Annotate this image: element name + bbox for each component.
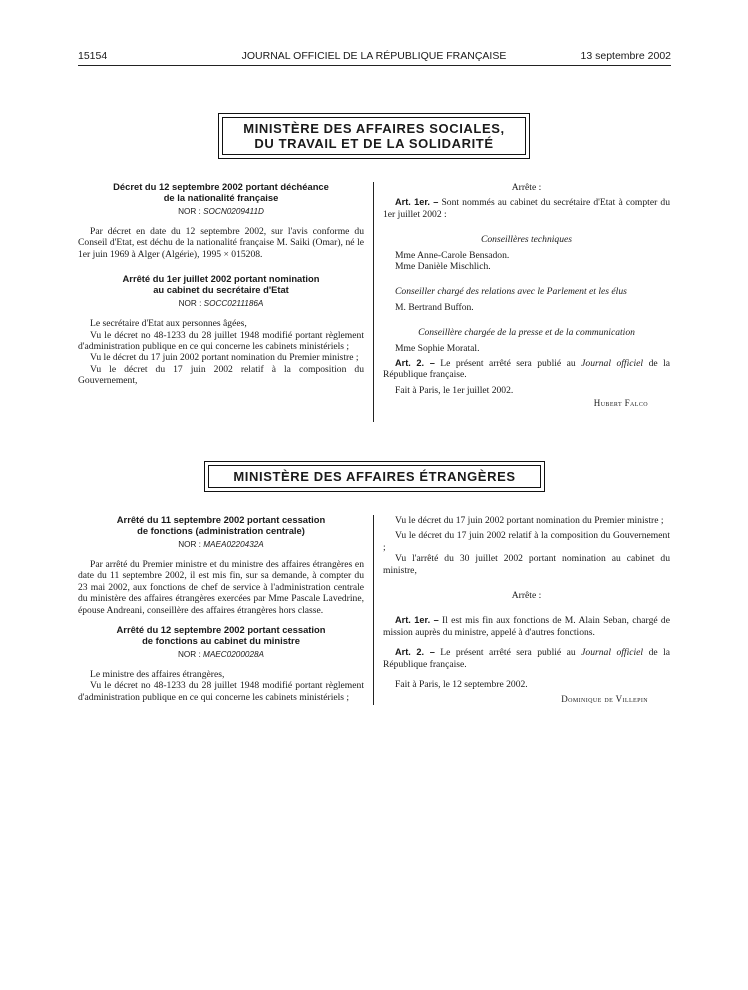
name-bensadon: Mme Anne-Carole Bensadon. bbox=[395, 249, 510, 261]
ministry-box-social bbox=[218, 113, 530, 159]
arrete-foreign-1-nor: NOR : MAEA0220432A bbox=[178, 539, 264, 549]
arrete-foreign-2-title: Arrêté du 12 septembre 2002 portant cessation de fonctions au cabinet du ministre bbox=[116, 624, 326, 646]
section1-left-column bbox=[78, 182, 364, 387]
decree-title: Décret du 12 septembre 2002 portant déchéance de la nationalité française bbox=[113, 181, 329, 203]
page-number: 15154 bbox=[78, 50, 108, 62]
arrete-foreign-2-p2: Vu le décret no 48-1233 du 28 juillet 1948 modifié portant règlement d'administration publique en ce qui concerne les cabinets ministériels ; bbox=[78, 680, 364, 703]
arrete-social-p2: Vu le décret no 48-1233 du 28 juillet 1948 modifié portant règlement d'administration publique en ce qui concerne les cabinets ministériels ; bbox=[78, 329, 364, 353]
ministry-title-social: MINISTÈRE DES AFFAIRES SOCIALES, DU TRAVAIL ET DE LA SOLIDARITÉ bbox=[243, 121, 505, 151]
section2-right-column bbox=[383, 515, 670, 706]
arrete-foreign-1-body: Par arrêté du Premier ministre et du ministre des affaires étrangères en date du 11 septembre 2002, il est mis fin, sur sa demande, à compter du 23 mai 2002, aux fonctions de chef de service à l'administration centrale du ministère des affaires étrangères exercées par Mme Pascale Lavedrine, épouse Andreani, conseillère des affaires étrangères hors classe. bbox=[78, 559, 364, 616]
signature-falco: Hubert Falco bbox=[593, 398, 648, 409]
issue-date: 13 septembre 2002 bbox=[580, 50, 671, 62]
heading-presse: Conseillère chargée de la presse et de la communication bbox=[418, 327, 635, 339]
arrete-foreign-1-title: Arrêté du 11 septembre 2002 portant cessation de fonctions (administration centrale) bbox=[116, 514, 326, 536]
arrete-social-nor: NOR : SOCC0211186A bbox=[178, 298, 264, 308]
header-rule bbox=[78, 65, 671, 66]
heading-conseilleres: Conseillères techniques bbox=[480, 234, 573, 246]
arrete-social-p4: Vu le décret du 17 juin 2002 relatif à la composition du Gouvernement, bbox=[78, 363, 364, 387]
section1-right-column bbox=[383, 182, 670, 410]
signature-villepin: Dominique de Villepin bbox=[561, 694, 648, 705]
ministry-box-foreign bbox=[204, 461, 545, 492]
foreign-article-2: Art. 2. – Le présent arrêté sera publié au Journal officiel de la République française. bbox=[383, 647, 671, 670]
name-buffon: M. Bertrand Buffon. bbox=[395, 301, 474, 313]
arrete-social-title: Arrêté du 1er juillet 2002 portant nomination au cabinet du secrétaire d'Etat bbox=[122, 273, 320, 296]
foreign-article-1: Art. 1er. – Il est mis fin aux fonctions de M. Alain Seban, chargé de mission auprès du ministre, appelé à d'autres fonctions. bbox=[383, 615, 670, 638]
column-divider-2 bbox=[373, 515, 374, 705]
arrete-foreign-2-nor: NOR : MAEC0200028A bbox=[177, 649, 265, 659]
foreign-arrete-label: Arrête : bbox=[511, 590, 542, 602]
done-at-paris: Fait à Paris, le 1er juillet 2002. bbox=[395, 384, 514, 396]
name-mischlich: Mme Danièle Mischlich. bbox=[395, 261, 491, 273]
foreign-vu-3: Vu l'arrêté du 30 juillet 2002 portant nomination au cabinet du ministre, bbox=[383, 553, 670, 576]
foreign-done-at-paris: Fait à Paris, le 12 septembre 2002. bbox=[395, 679, 528, 691]
arrete-social-p1: Le secrétaire d'Etat aux personnes âgées, bbox=[90, 318, 247, 330]
name-moratal: Mme Sophie Moratal. bbox=[395, 342, 480, 354]
article-2: Art. 2. – Le présent arrêté sera publié au Journal officiel de la République française. bbox=[383, 358, 671, 381]
arrete-social-p3: Vu le décret du 17 juin 2002 portant nomination du Premier ministre ; bbox=[90, 352, 359, 364]
foreign-vu-2: Vu le décret du 17 juin 2002 relatif à la composition du Gouvernement ; bbox=[383, 530, 670, 553]
decree-body: Par décret en date du 12 septembre 2002, sur l'avis conforme du Conseil d'Etat, est déchu de la nationalité française M. Saiki (Omar), né le 1er juin 1969 à Alger (Algérie), 1995 × 015208. bbox=[78, 226, 364, 260]
column-divider-1 bbox=[373, 182, 374, 422]
article-1: Art. 1er. – Sont nommés au cabinet du secrétaire d'Etat à compter du 1er juillet 2002 : bbox=[383, 197, 670, 220]
ministry-title-foreign: MINISTÈRE DES AFFAIRES ÉTRANGÈRES bbox=[233, 469, 516, 484]
foreign-vu-1: Vu le décret du 17 juin 2002 portant nomination du Premier ministre ; bbox=[395, 515, 664, 526]
arrete-foreign-2-p1: Le ministre des affaires étrangères, bbox=[90, 669, 225, 681]
heading-parlement: Conseiller chargé des relations avec le Parlement et les élus bbox=[395, 286, 627, 298]
arrete-label: Arrête : bbox=[511, 182, 542, 193]
section2-left-column bbox=[78, 515, 364, 703]
decree-nor: NOR : SOCN0209411D bbox=[178, 206, 264, 216]
journal-title: JOURNAL OFFICIEL DE LA RÉPUBLIQUE FRANÇAISE bbox=[241, 50, 507, 62]
